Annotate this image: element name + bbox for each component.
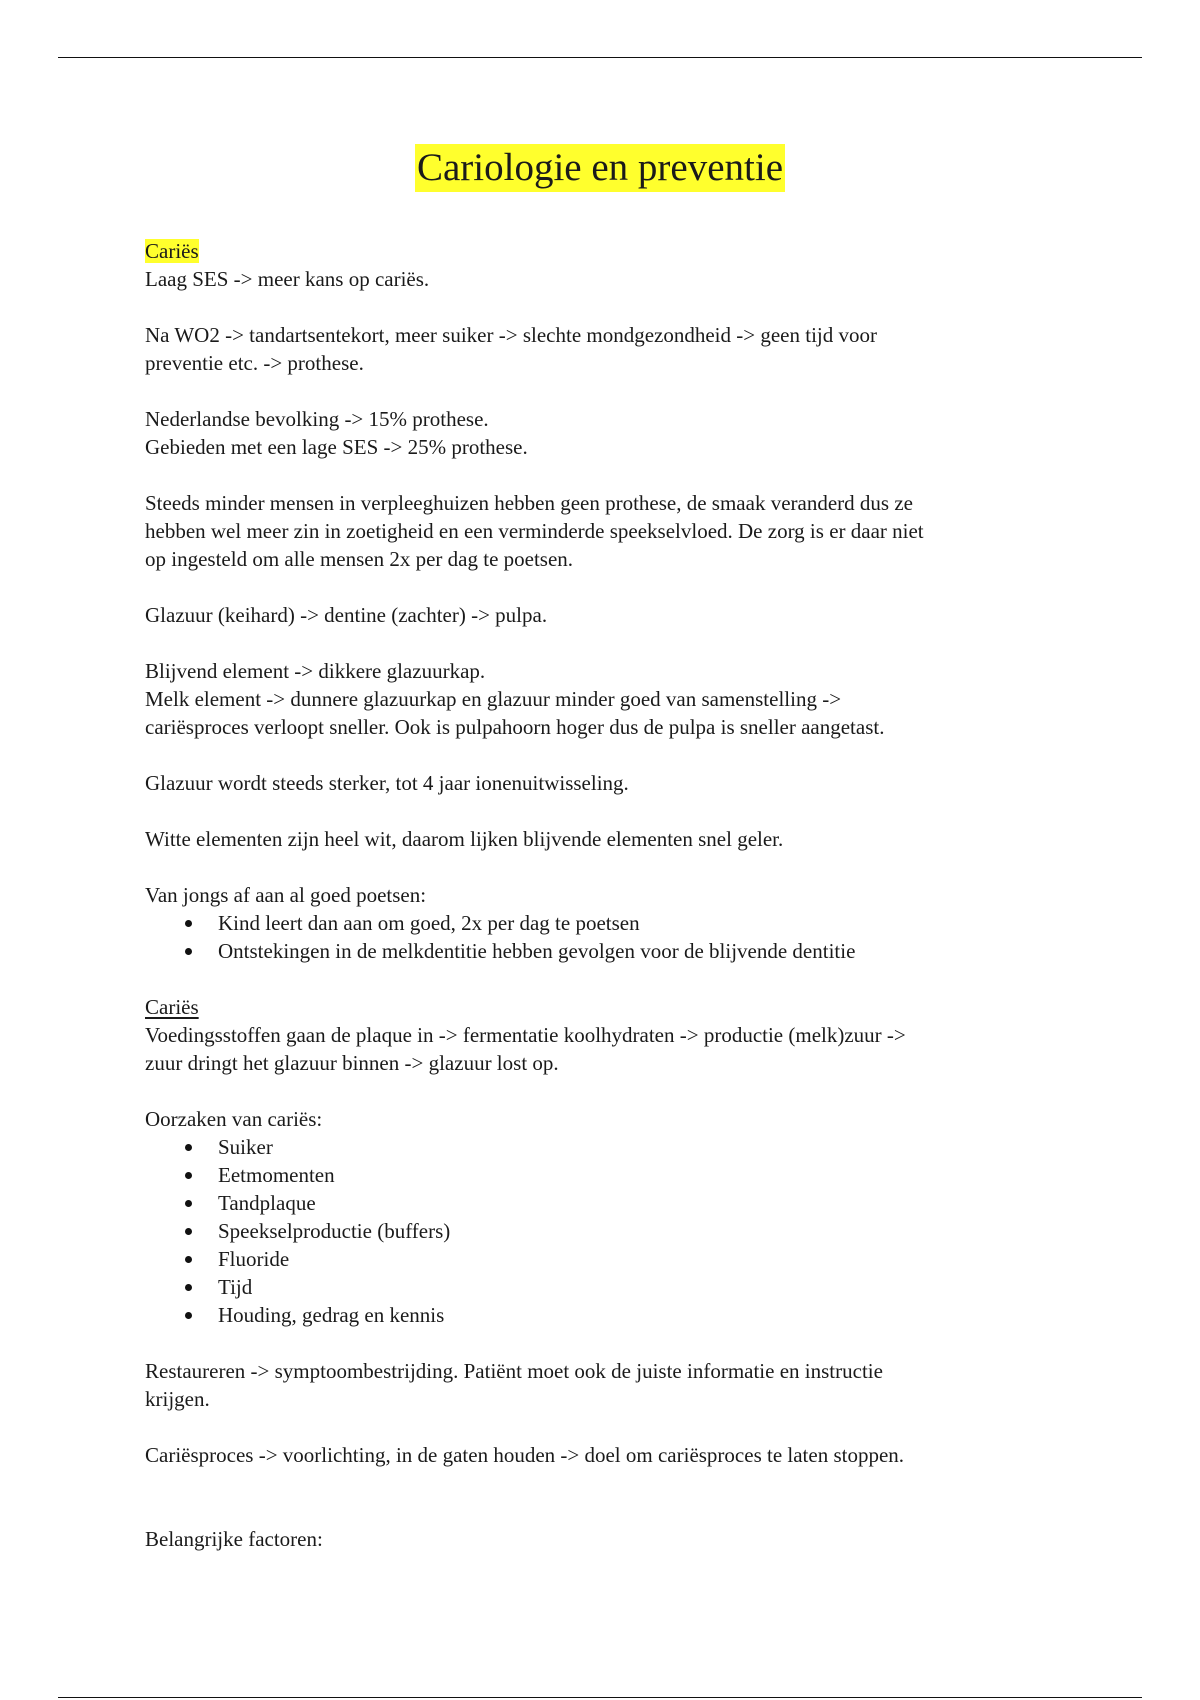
page-title: Cariologie en preventie <box>415 144 785 192</box>
highlighted-heading: Cariës <box>145 239 199 263</box>
footer-rule <box>58 1697 1142 1698</box>
paragraph: Nederlandse bevolking -> 15% prothese. <box>145 407 489 431</box>
paragraph: zuur dringt het glazuur binnen -> glazuur lost op. <box>145 1051 559 1075</box>
paragraph: Glazuur (keihard) -> dentine (zachter) -> pulpa. <box>145 603 548 627</box>
paragraph: krijgen. <box>145 1387 210 1411</box>
title-block <box>0 144 1200 192</box>
list-item: Tijd <box>145 1273 1075 1301</box>
paragraph: Cariësproces -> voorlichting, in de gaten houden -> doel om cariësproces te laten stoppen. <box>145 1443 905 1467</box>
list-item: Eetmomenten <box>145 1161 1075 1189</box>
paragraph: Van jongs af aan al goed poetsen: <box>145 883 427 907</box>
list-item: Kind leert dan aan om goed, 2x per dag te poetsen <box>145 909 1075 937</box>
section-heading-caries-2 <box>145 993 1075 1021</box>
list-item: Tandplaque <box>145 1189 1075 1217</box>
list-item: Ontstekingen in de melkdentitie hebben gevolgen voor de blijvende dentitie <box>145 937 1075 965</box>
paragraph: Belangrijke factoren: <box>145 1527 323 1551</box>
paragraph: cariësproces verloopt sneller. Ook is pulpahoorn hoger dus de pulpa is sneller aangetast. <box>145 715 885 739</box>
list-item: Houding, gedrag en kennis <box>145 1301 1075 1329</box>
list-item: Fluoride <box>145 1245 1075 1273</box>
paragraph: Gebieden met een lage SES -> 25% prothese. <box>145 435 528 459</box>
underlined-heading: Cariës <box>145 995 199 1019</box>
paragraph: op ingesteld om alle mensen 2x per dag te poetsen. <box>145 547 574 571</box>
list-item: Speekselproductie (buffers) <box>145 1217 1075 1245</box>
paragraph: Glazuur wordt steeds sterker, tot 4 jaar ionenuitwisseling. <box>145 771 629 795</box>
section-heading-caries <box>145 237 1075 265</box>
paragraph: Voedingsstoffen gaan de plaque in -> fermentatie koolhydraten -> productie (melk)zuur -> <box>145 1023 906 1047</box>
paragraph: preventie etc. -> prothese. <box>145 351 364 375</box>
header-rule <box>58 57 1142 58</box>
paragraph: Blijvend element -> dikkere glazuurkap. <box>145 659 486 683</box>
document-body <box>145 237 1075 1553</box>
paragraph: Witte elementen zijn heel wit, daarom lijken blijvende elementen snel geler. <box>145 827 784 851</box>
paragraph: Laag SES -> meer kans op cariës. <box>145 267 430 291</box>
bullet-list <box>145 1133 1075 1329</box>
paragraph: Melk element -> dunnere glazuurkap en glazuur minder goed van samenstelling -> <box>145 687 842 711</box>
paragraph: Na WO2 -> tandartsentekort, meer suiker -> slechte mondgezondheid -> geen tijd voor <box>145 323 877 347</box>
paragraph: Steeds minder mensen in verpleeghuizen hebben geen prothese, de smaak veranderd dus ze <box>145 491 913 515</box>
list-item: Suiker <box>145 1133 1075 1161</box>
paragraph: Oorzaken van cariës: <box>145 1107 323 1131</box>
paragraph: Restaureren -> symptoombestrijding. Patiënt moet ook de juiste informatie en instructie <box>145 1359 883 1383</box>
bullet-list <box>145 909 1075 965</box>
paragraph: hebben wel meer zin in zoetigheid en een verminderde speekselvloed. De zorg is er daar niet <box>145 519 924 543</box>
